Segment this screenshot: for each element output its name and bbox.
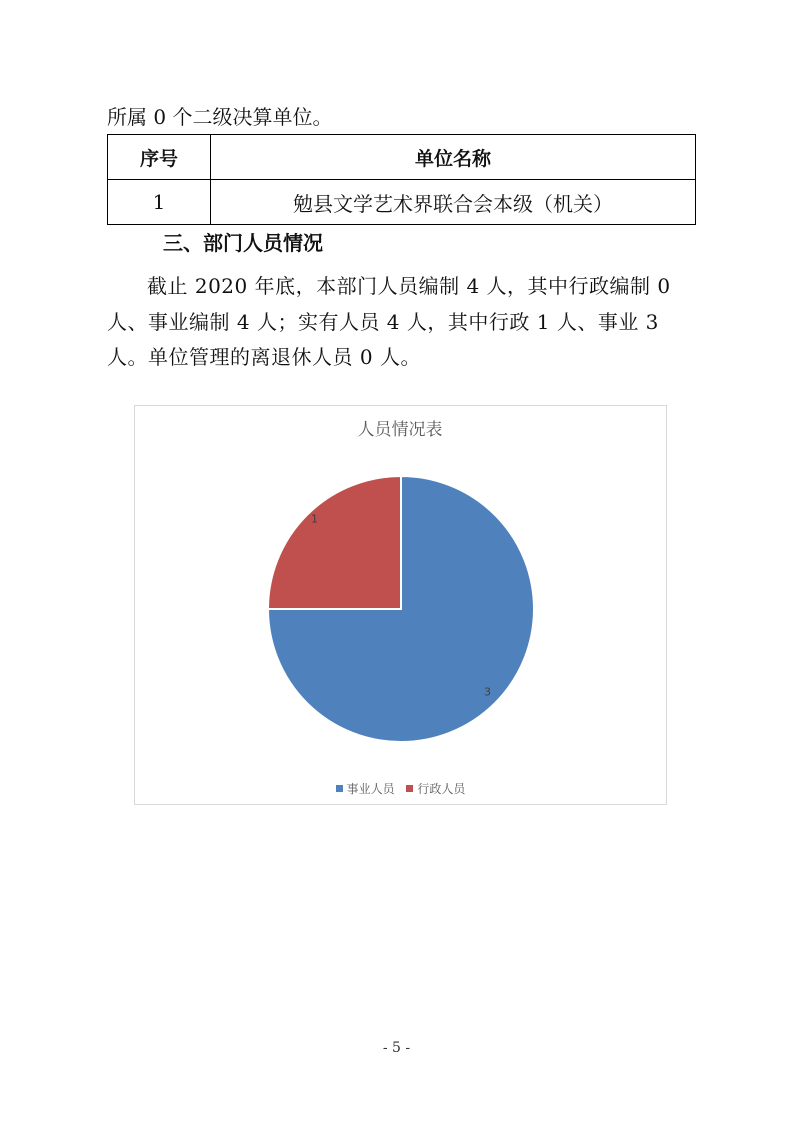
section-heading: 三、部门人员情况	[163, 231, 323, 255]
legend-label: 事业人员	[346, 782, 395, 796]
legend-swatch-blue	[336, 785, 343, 792]
staff-pie-chart	[134, 405, 667, 805]
header-serial: 序号	[108, 135, 211, 180]
legend-label: 行政人员	[417, 782, 466, 796]
pie-slice-xingzheng	[268, 476, 401, 609]
legend-swatch-red	[406, 785, 413, 792]
chart-canvas	[135, 406, 666, 804]
staff-paragraph: 截止 2020 年底，本部门人员编制 4 人，其中行政编制 0 人、事业编制 4 人；实有人员 4 人，其中行政 1 人、事业 3 人。单位管理的离退休人员 0 人。	[107, 274, 671, 369]
legend-item-shiye	[336, 780, 395, 797]
header-unit-name: 单位名称	[211, 135, 696, 180]
table-row	[108, 180, 696, 225]
legend-item-xingzheng	[406, 780, 465, 797]
table-header-row	[108, 135, 696, 180]
slice-data-label: 1	[310, 512, 318, 526]
page-number: - 5 -	[382, 1040, 411, 1056]
units-table	[107, 134, 696, 225]
slice-data-label: 3	[484, 685, 492, 699]
chart-title: 人员情况表	[357, 420, 443, 440]
intro-paragraph: 所属 0 个二级决算单位。	[107, 105, 333, 129]
row-unit-name: 勉县文学艺术界联合会本级（机关）	[211, 180, 696, 225]
chart-legend	[135, 780, 666, 797]
row-serial: 1	[108, 180, 211, 225]
